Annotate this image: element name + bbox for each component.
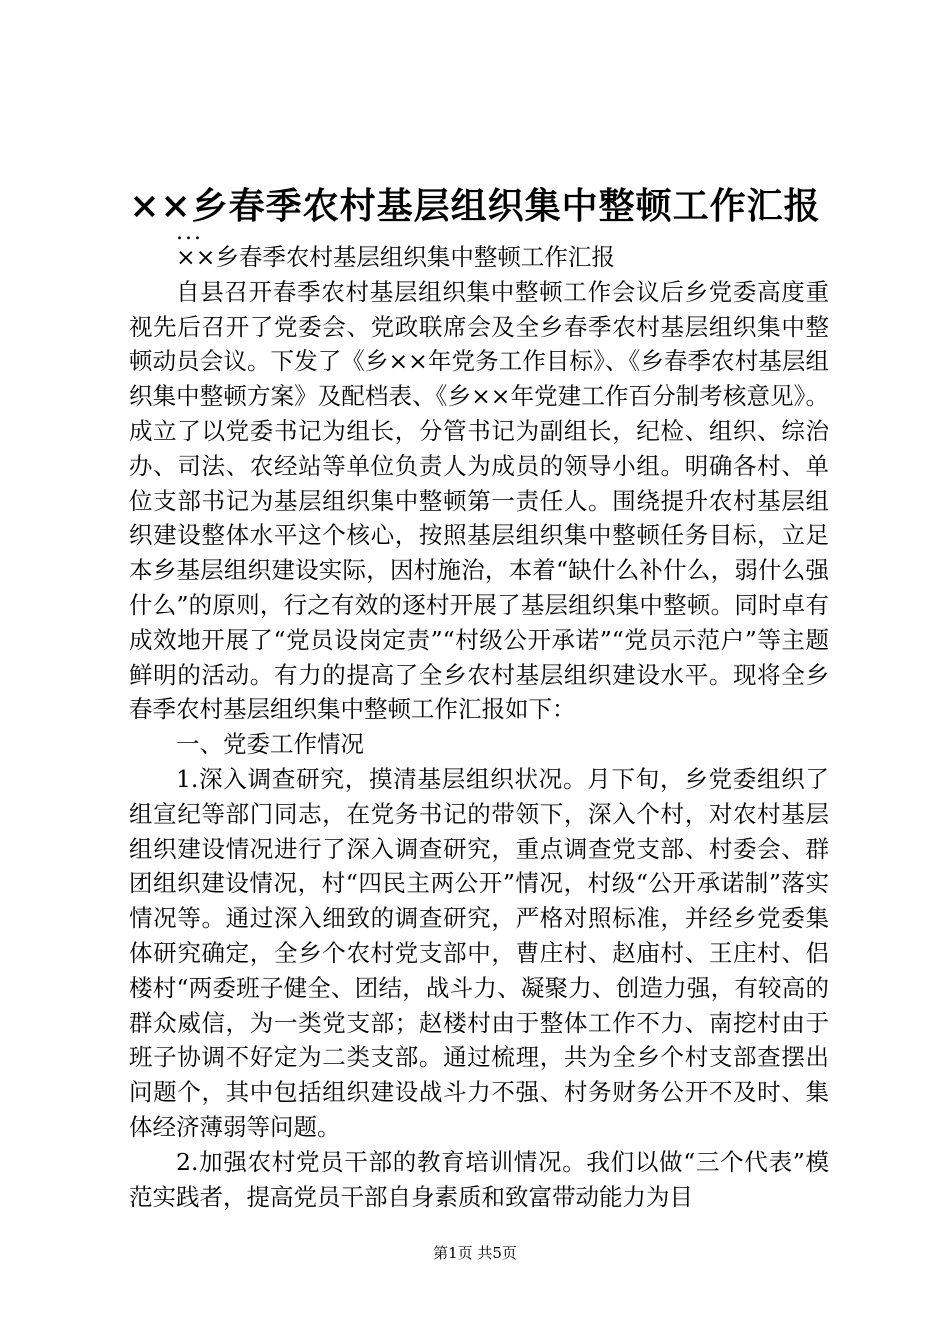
page-number-footer: 第1页 共5页 [433, 1244, 517, 1262]
body-paragraph: 2.加强农村党员干部的教育培训情况。我们以做“三个代表”模范实践者，提高党员干部自身素质和致富带动能力为目 [129, 1147, 829, 1211]
ellipsis: ... [176, 220, 203, 245]
section-heading: 一、党委工作情况 [176, 730, 364, 759]
document-title: ××乡春季农村基层组织集中整顿工作汇报 [129, 185, 821, 227]
body-paragraph: 1.深入调查研究，摸清基层组织状况。月下旬，乡党委组织了组宣纪等部门同志，在党务书记的带领下，深入个村，对农村基层组织建设情况进行了深入调查研究，重点调查党支部、村委会、群团组织建设情况，村“四民主两公开”情况，村级“公开承诺制”落实情况等。通过深入细致的调查研究，严格对照标准，并经乡党委集体研究确定，全乡个农村党支部中，曹庄村、赵庙村、王庄村、侣楼村“两委班子健全、团结，战斗力、凝聚力、创造力强，有较高的群众威信，为一类党支部；赵楼村由于整体工作不力、南挖村由于班子协调不好定为二类支部。通过梳理，共为全乡个村支部查摆出问题个，其中包括组织建设战斗力不强、村务财务公开不及时、集体经济薄弱等问题。 [129, 764, 829, 1141]
document-body [129, 240, 829, 1214]
subtitle-paragraph: ××乡春季农村基层组织集中整顿工作汇报 [176, 243, 615, 271]
intro-paragraph: 自县召开春季农村基层组织集中整顿工作会议后乡党委高度重视先后召开了党委会、党政联席会及全乡春季农村基层组织集中整顿动员会议。下发了《乡××年党务工作目标》、《乡春季农村基层组织集中整顿方案》及配档表、《乡××年党建工作百分制考核意见》。成立了以党委书记为组长，分管书记为副组长，纪检、组织、综治办、司法、农经站等单位负责人为成员的领导小组。明确各村、单位支部书记为基层组织集中整顿第一责任人。围绕提升农村基层组织建设整体水平这个核心，按照基层组织集中整顿任务目标，立足本乡基层组织建设实际，因村施治，本着“缺什么补什么，弱什么强什么”的原则，行之有效的逐村开展了基层组织集中整顿。同时卓有成效地开展了“党员设岗定责”“村级公开承诺”“党员示范户”等主题鲜明的活动。有力的提高了全乡农村基层组织建设水平。现将全乡春季农村基层组织集中整顿工作汇报如下： [129, 277, 829, 724]
